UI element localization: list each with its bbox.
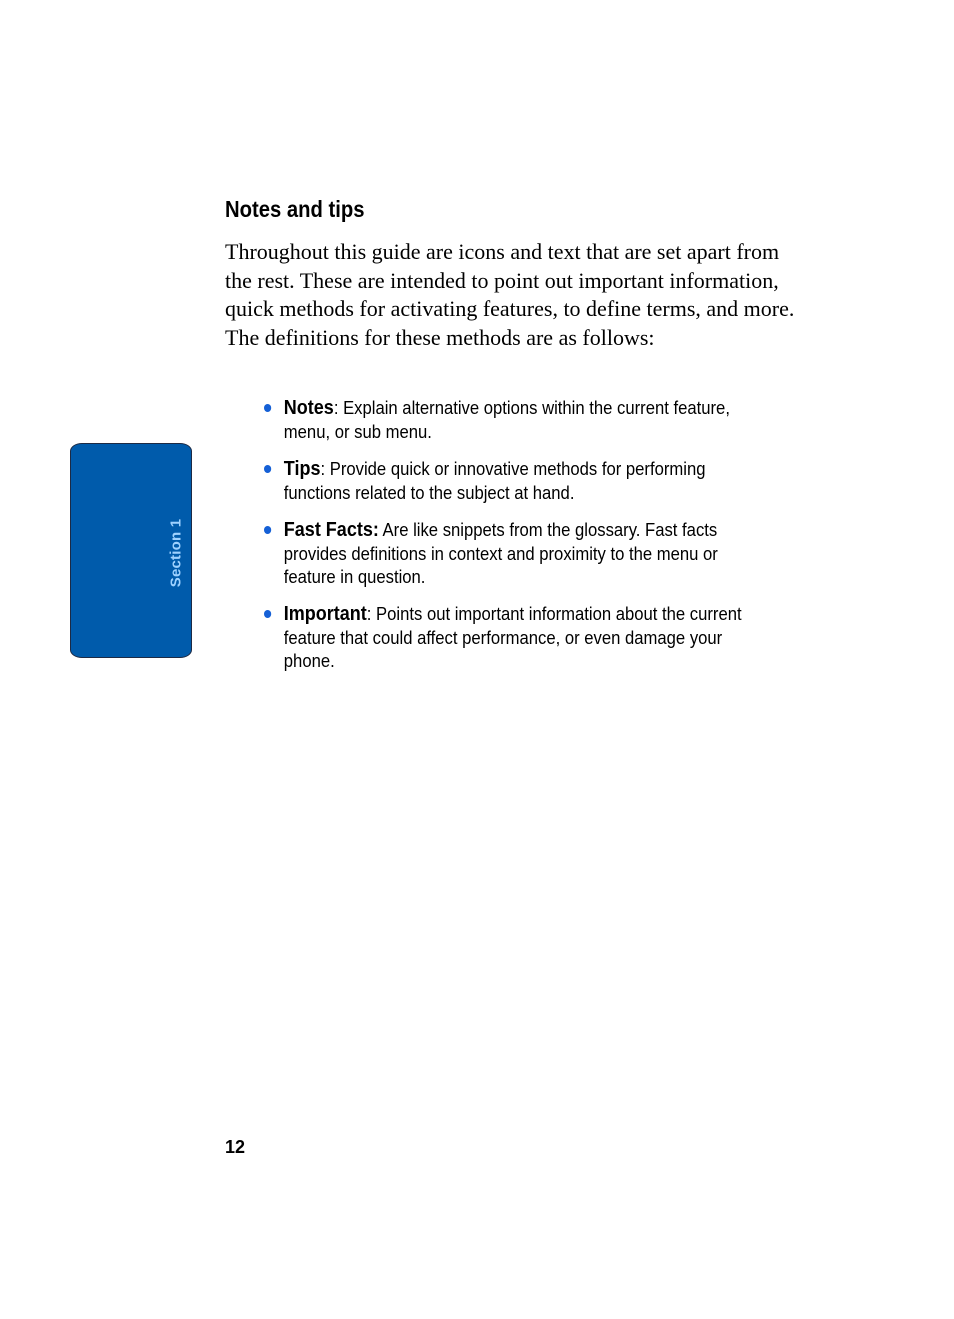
- list-item-fast-facts: [264, 518, 768, 588]
- term-label: Tips: [283, 458, 321, 480]
- section-tab-label: Section 1: [167, 518, 185, 588]
- page-title: Notes and tips: [225, 196, 365, 222]
- term-label: Fast Facts:: [283, 519, 379, 541]
- term-description: Explain alternative options within the current feature, menu, or sub menu.: [283, 397, 730, 442]
- bullet-icon: [264, 465, 271, 473]
- bullet-icon: [264, 404, 271, 412]
- list-item-important: [264, 602, 768, 672]
- definitions-list: [264, 396, 768, 686]
- bullet-icon: [264, 610, 271, 618]
- bullet-icon: [264, 526, 271, 534]
- intro-paragraph: Throughout this guide are icons and text that are set apart from the rest. These are intended to point out important information, quick methods for activating features, to define terms, and more. The definitions for these methods are as follows:: [225, 239, 795, 350]
- term-description: Are like snippets from the glossary. Fast facts provides definitions in context and proximity to the menu or feature in question.: [283, 519, 718, 587]
- list-item-notes: [264, 396, 768, 443]
- term-separator: :: [320, 458, 330, 479]
- page-number: 12: [225, 1137, 246, 1157]
- term-description: Provide quick or innovative methods for performing functions related to the subject at hand.: [283, 458, 706, 503]
- list-item-tips: [264, 457, 768, 504]
- term-label: Notes: [283, 397, 334, 419]
- term-description: Points out important information about the current feature that could affect performance, or even damage your phone.: [283, 603, 742, 671]
- term-label: Important: [283, 603, 367, 625]
- term-separator: :: [366, 603, 377, 624]
- term-separator: :: [333, 397, 344, 418]
